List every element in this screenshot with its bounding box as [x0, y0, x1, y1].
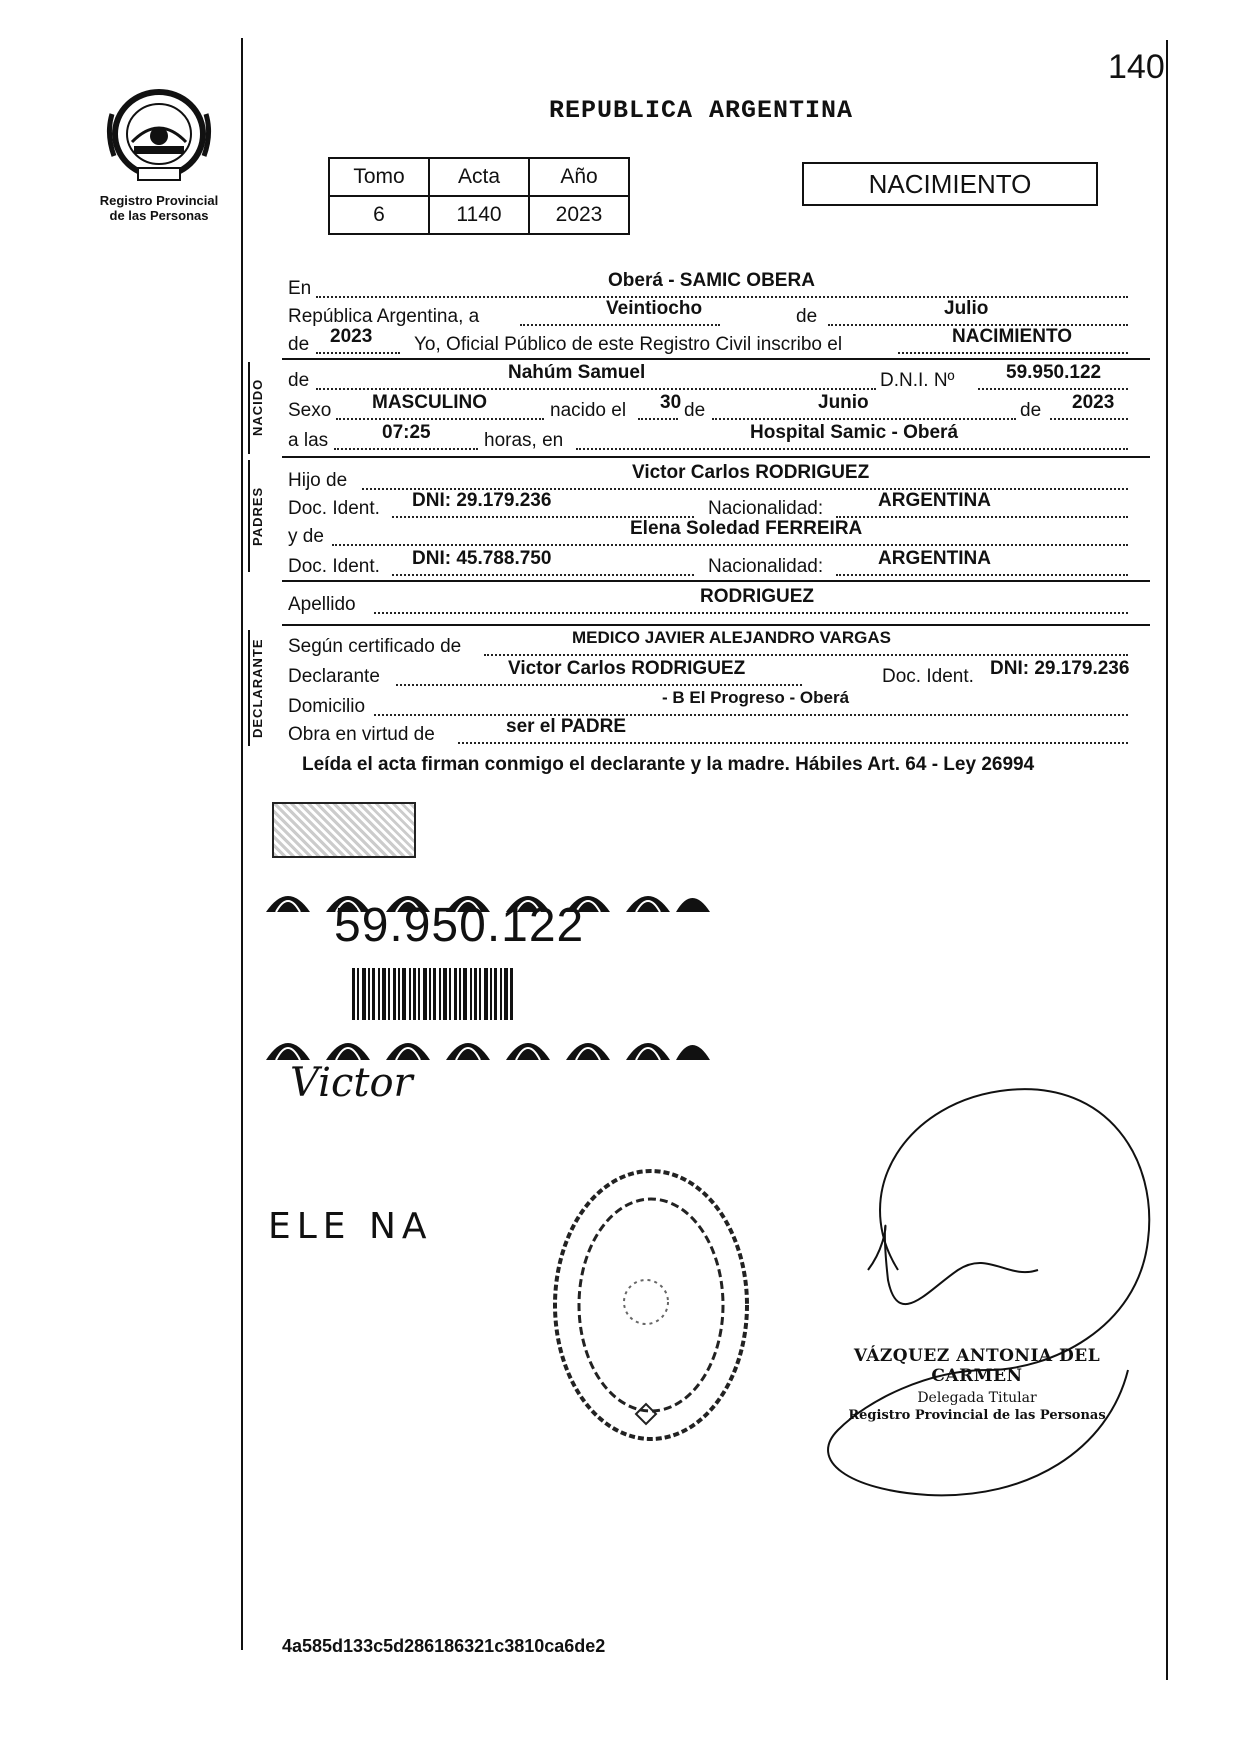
yde-label: y de: [288, 526, 324, 547]
row-certificado: [288, 630, 1148, 658]
official-round-stamp: [546, 1160, 756, 1450]
security-stamp: [272, 802, 416, 858]
child-dni: 59.950.122: [1006, 362, 1102, 383]
header-anio: Año: [529, 158, 629, 196]
row-hijo: [288, 464, 1148, 492]
mother-signature: ELE NA: [268, 1206, 433, 1247]
father-nat-label: Nacionalidad:: [708, 498, 824, 519]
dni-label: D.N.I. Nº: [880, 370, 955, 391]
side-label-nacido: NACIDO: [250, 378, 265, 436]
inscribe-value: NACIMIENTO: [952, 326, 1072, 347]
horas-label: horas, en: [484, 430, 564, 451]
mother-nat: ARGENTINA: [878, 548, 991, 569]
row-apellido: [288, 588, 1148, 616]
en-label: En: [288, 278, 312, 299]
row-yde: [288, 520, 1148, 548]
side-label-padres: PADRES: [250, 486, 265, 546]
mother-name: Elena Soledad FERREIRA: [630, 518, 863, 539]
apellido-label: Apellido: [288, 594, 356, 615]
republica-label: República Argentina, a: [288, 306, 480, 327]
barcode: [352, 968, 576, 1020]
record-table: [328, 157, 630, 235]
birth-time: 07:25: [382, 422, 431, 443]
closing-note: Leída el acta firman conmigo el declarante y la madre. Hábiles Art. 64 - Ley 26994: [302, 754, 1035, 775]
obra-value: ser el PADRE: [506, 716, 627, 737]
father-doc-label: Doc. Ident.: [288, 498, 380, 519]
birth-day: 30: [660, 392, 682, 413]
father-name: Victor Carlos RODRIGUEZ: [632, 462, 870, 483]
value-acta: 1140: [429, 196, 529, 234]
seal-caption-line2: de las Personas: [109, 208, 209, 223]
official-role: Delegada Titular: [917, 1390, 1037, 1406]
sexo-label: Sexo: [288, 400, 332, 421]
record-type-box: NACIMIENTO: [802, 162, 1098, 206]
child-name: Nahúm Samuel: [508, 362, 646, 383]
sexo-value: MASCULINO: [372, 392, 488, 413]
de-label-2: de: [288, 334, 310, 355]
obra-label: Obra en virtud de: [288, 724, 435, 745]
cert-value: MEDICO JAVIER ALEJANDRO VARGAS: [572, 628, 891, 647]
row-obra: [288, 718, 1148, 746]
row-yo: [288, 328, 1148, 356]
mother-doc: DNI: 45.788.750: [412, 548, 552, 569]
year: 2023: [330, 326, 373, 347]
birth-year: 2023: [1072, 392, 1115, 413]
official-org: Registro Provincial de las Personas: [848, 1408, 1106, 1423]
header-tomo: Tomo: [329, 158, 429, 196]
birth-month: Junio: [818, 392, 869, 413]
apellido-value: RODRIGUEZ: [700, 586, 814, 607]
father-nat: ARGENTINA: [878, 490, 991, 511]
value-anio: 2023: [529, 196, 629, 234]
hijo-label: Hijo de: [288, 470, 348, 491]
official-signature: [808, 1070, 1168, 1500]
row-domicilio: [288, 690, 1148, 718]
row-mother-doc: [288, 550, 1148, 578]
en-value: Oberá - SAMIC OBERA: [608, 270, 815, 291]
decl-doc-value: DNI: 29.179.236: [990, 658, 1130, 679]
security-band-bottom: [266, 1024, 710, 1060]
row-sexo: [288, 394, 1148, 422]
row-en: [288, 272, 1148, 300]
row-father-doc: [288, 492, 1148, 520]
de-label-3: de: [684, 400, 706, 421]
nacido-de-label: de: [288, 370, 310, 391]
stamp-dni-number: 59.950.122: [334, 899, 585, 952]
mother-doc-label: Doc. Ident.: [288, 556, 380, 577]
dom-value: - B El Progreso - Oberá: [662, 688, 850, 707]
day-words: Veintiocho: [606, 298, 703, 319]
official-signature-block: [842, 1346, 1112, 1423]
nacido-el-label: nacido el: [550, 400, 627, 421]
cert-label: Según certificado de: [288, 636, 462, 657]
country-title: REPUBLICA ARGENTINA: [548, 96, 854, 125]
de-label-4: de: [1020, 400, 1042, 421]
header-acta: Acta: [429, 158, 529, 196]
month: Julio: [944, 298, 989, 319]
left-margin-line: [241, 38, 243, 1650]
alas-label: a las: [288, 430, 329, 451]
de-label-1: de: [796, 306, 818, 327]
decl-value: Victor Carlos RODRIGUEZ: [508, 658, 746, 679]
decl-doc-label: Doc. Ident.: [882, 666, 974, 687]
seal-caption-line1: Registro Provincial: [99, 193, 219, 208]
row-republica: [288, 300, 1148, 328]
row-nacido-name: [288, 364, 1148, 392]
birth-place: Hospital Samic - Oberá: [750, 422, 959, 443]
decl-label: Declarante: [288, 666, 380, 687]
dom-label: Domicilio: [288, 696, 366, 717]
document-hash: 4a585d133c5d286186321c3810ca6de2: [282, 1636, 606, 1656]
yo-text: Yo, Oficial Público de este Registro Civil inscribo el: [414, 334, 843, 355]
page-number: 140: [1108, 48, 1165, 86]
side-label-declarante: DECLARANTE: [250, 638, 265, 738]
father-signature: Victor: [290, 1060, 413, 1106]
value-tomo: 6: [329, 196, 429, 234]
mother-nat-label: Nacionalidad:: [708, 556, 824, 577]
row-hora: [288, 424, 1148, 452]
father-doc: DNI: 29.179.236: [412, 490, 552, 511]
row-declarante: [288, 660, 1148, 688]
official-name: VÁZQUEZ ANTONIA DEL CARMEN: [853, 1346, 1101, 1386]
